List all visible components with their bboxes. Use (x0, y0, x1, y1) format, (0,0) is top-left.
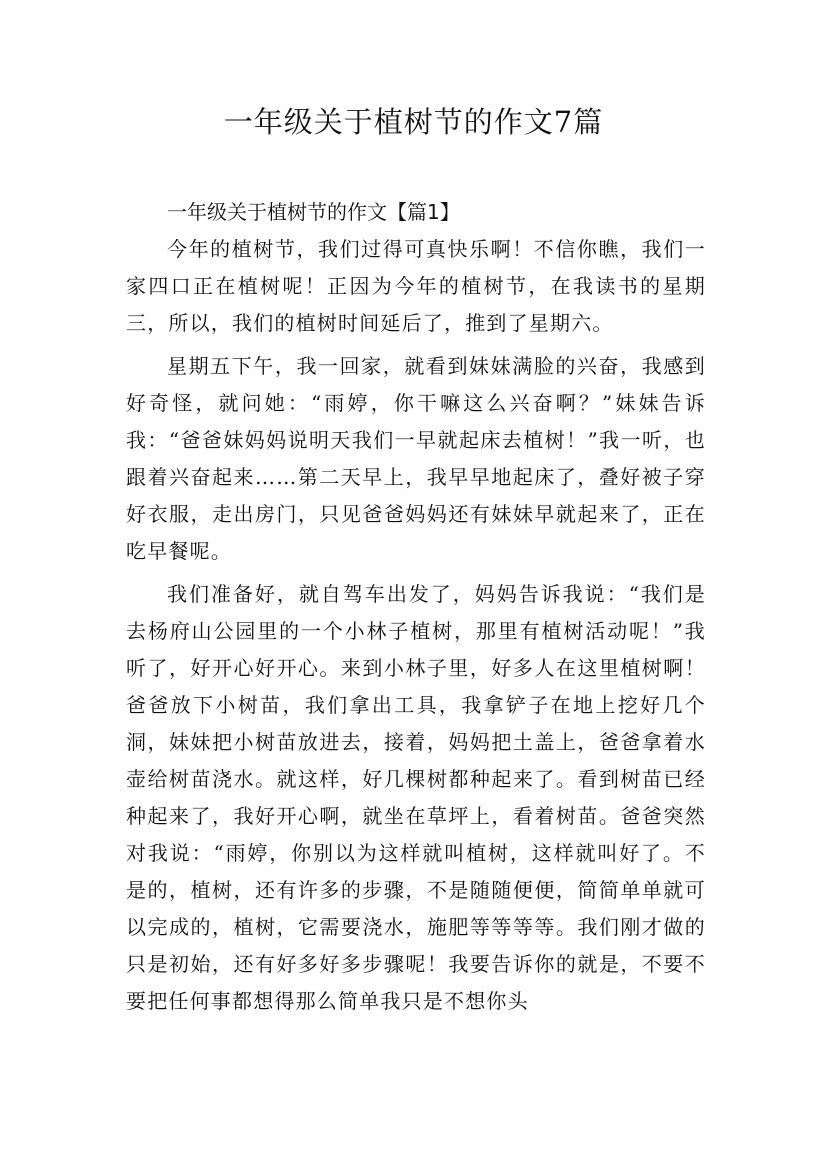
paragraph-1: 今年的植树节，我们过得可真快乐啊！不信你瞧，我们一家四口正在植树呢！正因为今年的植树节，在我读书的星期三，所以，我们的植树时间延后了，推到了星期六。 (126, 237, 706, 335)
document-title: 一年级关于植树节的作文7篇 (223, 105, 604, 139)
paragraph-3: 我们准备好，就自驾车出发了，妈妈告诉我说：“我们是去杨府山公园里的一个小林子植树，那里有植树活动呢！”我听了，好开心好开心。来到小林子里，好多人在这里植树啊！爸爸放下小树苗，我们拿出工具，我拿铲子在地上挖好几个洞，妹妹把小树苗放进去，接着，妈妈把土盖上，爸爸拿着水壶给树苗浇水。就这样，好几棵树都种起来了。看到树苗已经种起来了，我好开心啊，就坐在草坪上，看着树苗。爸爸突然对我说：“雨婷，你别以为这样就叫植树，这样就叫好了。不是的，植树，还有许多的步骤，不是随随便便，简简单单就可以完成的，植树，它需要浇水，施肥等等等等。我们刚才做的只是初始，还有好多好多步骤呢！我要告诉你的就是，不要不要把任何事都想得那么简单我只是不想你头 (126, 582, 706, 1013)
document-body (126, 194, 706, 1020)
paragraph-2: 星期五下午，我一回家，就看到妹妹满脸的兴奋，我感到好奇怪，就问她：“雨婷，你干嘛这么兴奋啊？”妹妹告诉我：“爸爸妹妈妈说明天我们一早就起床去植树！”我一听，也跟着兴奋起来……第二天早上，我早早地起床了，叠好被子穿好衣服，走出房门，只见爸爸妈妈还有妹妹早就起来了，正在吃早餐呢。 (126, 354, 706, 563)
section-heading: 一年级关于植树节的作文【篇1】 (167, 200, 460, 224)
